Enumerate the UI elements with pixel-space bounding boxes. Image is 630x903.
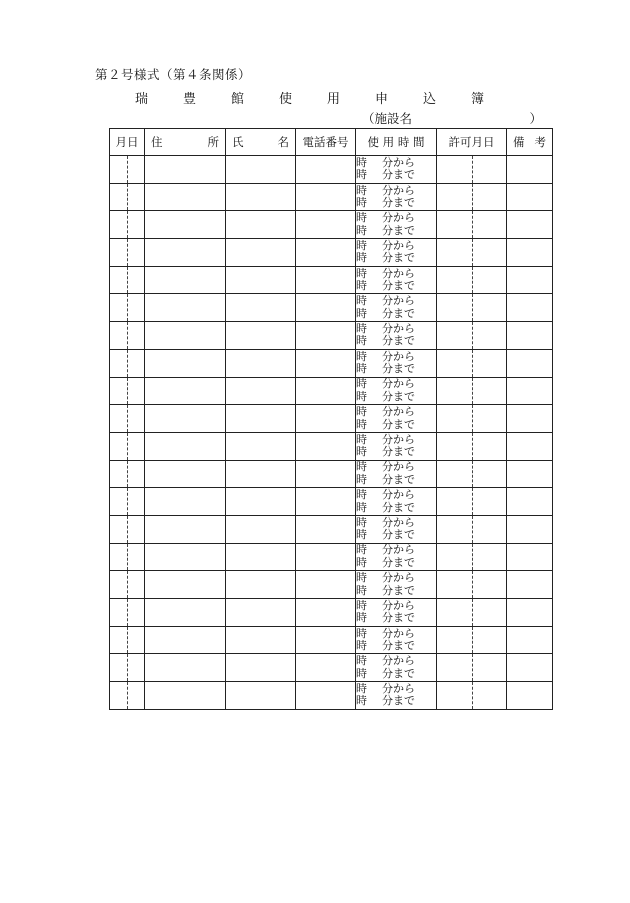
table-row: [110, 432, 553, 460]
time-to-line: 時 分まで: [356, 389, 415, 403]
name-cell[interactable]: [226, 405, 296, 433]
name-cell[interactable]: [226, 626, 296, 654]
usage-time-cell: [356, 239, 437, 267]
table-row: [110, 515, 553, 543]
name-cell[interactable]: [226, 654, 296, 682]
remarks-cell[interactable]: [507, 156, 553, 184]
month-day-cell[interactable]: [110, 543, 145, 571]
phone-cell[interactable]: [296, 432, 356, 460]
month-day-cell[interactable]: [110, 156, 145, 184]
phone-cell[interactable]: [296, 156, 356, 184]
name-cell[interactable]: [226, 266, 296, 294]
phone-cell[interactable]: [296, 349, 356, 377]
remarks-cell[interactable]: [507, 377, 553, 405]
address-cell[interactable]: [145, 349, 226, 377]
remarks-cell[interactable]: [507, 460, 553, 488]
usage-time-cell: [356, 377, 437, 405]
address-cell[interactable]: [145, 266, 226, 294]
address-cell[interactable]: [145, 543, 226, 571]
month-day-cell[interactable]: [110, 266, 145, 294]
permit-date-cell[interactable]: [437, 377, 507, 405]
phone-cell[interactable]: [296, 543, 356, 571]
time-from-line: 時 分から: [356, 183, 415, 197]
time-from-line: 時 分から: [356, 155, 415, 169]
usage-time-cell: [356, 488, 437, 516]
month-day-cell[interactable]: [110, 183, 145, 211]
time-from-line: 時 分から: [356, 211, 415, 225]
name-cell[interactable]: [226, 211, 296, 239]
time-to-line: 時 分まで: [356, 639, 415, 653]
phone-cell[interactable]: [296, 239, 356, 267]
header-permit-date: 許可月日: [437, 129, 507, 156]
table-row: [110, 322, 553, 350]
time-from-line: 時 分から: [356, 571, 415, 585]
address-cell[interactable]: [145, 156, 226, 184]
month-day-cell[interactable]: [110, 626, 145, 654]
phone-cell[interactable]: [296, 377, 356, 405]
phone-cell[interactable]: [296, 488, 356, 516]
time-from-line: 時 分から: [356, 598, 415, 612]
name-cell[interactable]: [226, 543, 296, 571]
phone-cell[interactable]: [296, 183, 356, 211]
permit-date-cell[interactable]: [437, 654, 507, 682]
time-from-line: 時 分から: [356, 654, 415, 668]
usage-time-cell: [356, 183, 437, 211]
remarks-cell[interactable]: [507, 543, 553, 571]
remarks-cell[interactable]: [507, 488, 553, 516]
permit-date-cell[interactable]: [437, 599, 507, 627]
permit-date-cell[interactable]: [437, 156, 507, 184]
header-row: [110, 129, 553, 156]
table-row: [110, 156, 553, 184]
permit-date-cell[interactable]: [437, 626, 507, 654]
address-cell[interactable]: [145, 405, 226, 433]
header-month-day: 月日: [110, 129, 145, 156]
permit-date-cell[interactable]: [437, 183, 507, 211]
table-row: [110, 239, 553, 267]
time-from-line: 時 分から: [356, 266, 415, 280]
time-to-line: 時 分まで: [356, 445, 415, 459]
address-cell[interactable]: [145, 682, 226, 710]
facility-name-label: （施設名: [362, 111, 413, 126]
name-cell[interactable]: [226, 377, 296, 405]
address-cell[interactable]: [145, 183, 226, 211]
permit-date-cell[interactable]: [437, 460, 507, 488]
usage-time-cell: [356, 543, 437, 571]
time-to-line: 時 分まで: [356, 251, 415, 265]
permit-date-cell[interactable]: [437, 211, 507, 239]
usage-time-cell: [356, 460, 437, 488]
time-from-line: 時 分から: [356, 681, 415, 695]
address-cell[interactable]: [145, 488, 226, 516]
table-row: [110, 377, 553, 405]
facility-name-close: ）: [529, 111, 542, 126]
name-cell[interactable]: [226, 239, 296, 267]
remarks-cell[interactable]: [507, 349, 553, 377]
month-day-cell[interactable]: [110, 599, 145, 627]
time-to-line: 時 分まで: [356, 500, 415, 514]
month-day-cell[interactable]: [110, 294, 145, 322]
phone-cell[interactable]: [296, 211, 356, 239]
usage-time-cell: [356, 211, 437, 239]
table-row: [110, 543, 553, 571]
address-cell[interactable]: [145, 515, 226, 543]
time-from-line: 時 分から: [356, 349, 415, 363]
remarks-cell[interactable]: [507, 322, 553, 350]
usage-time-cell: [356, 626, 437, 654]
header-phone: 電話番号: [296, 129, 356, 156]
permit-date-cell[interactable]: [437, 432, 507, 460]
month-day-cell[interactable]: [110, 515, 145, 543]
name-cell[interactable]: [226, 322, 296, 350]
table-row: [110, 626, 553, 654]
name-cell[interactable]: [226, 432, 296, 460]
phone-cell[interactable]: [296, 405, 356, 433]
phone-cell[interactable]: [296, 571, 356, 599]
usage-time-cell: [356, 432, 437, 460]
remarks-cell[interactable]: [507, 571, 553, 599]
address-cell[interactable]: [145, 599, 226, 627]
header-remarks: 備 考: [507, 129, 553, 156]
month-day-cell[interactable]: [110, 682, 145, 710]
name-cell[interactable]: [226, 571, 296, 599]
address-cell[interactable]: [145, 322, 226, 350]
month-day-cell[interactable]: [110, 654, 145, 682]
permit-date-cell[interactable]: [437, 682, 507, 710]
time-from-line: 時 分から: [356, 488, 415, 502]
phone-cell[interactable]: [296, 599, 356, 627]
month-day-cell[interactable]: [110, 239, 145, 267]
table-row: [110, 460, 553, 488]
phone-cell[interactable]: [296, 266, 356, 294]
remarks-cell[interactable]: [507, 211, 553, 239]
address-cell[interactable]: [145, 211, 226, 239]
table-row: [110, 682, 553, 710]
address-cell[interactable]: [145, 460, 226, 488]
time-to-line: 時 分まで: [356, 583, 415, 597]
address-cell[interactable]: [145, 377, 226, 405]
permit-date-cell[interactable]: [437, 515, 507, 543]
month-day-cell[interactable]: [110, 571, 145, 599]
month-day-cell[interactable]: [110, 349, 145, 377]
time-to-line: 時 分まで: [356, 306, 415, 320]
usage-time-cell: [356, 654, 437, 682]
table-row: [110, 183, 553, 211]
address-cell[interactable]: [145, 239, 226, 267]
usage-time-cell: [356, 405, 437, 433]
permit-date-cell[interactable]: [437, 488, 507, 516]
usage-time-cell: [356, 682, 437, 710]
usage-time-cell: [356, 571, 437, 599]
remarks-cell[interactable]: [507, 239, 553, 267]
register-table: [109, 128, 553, 710]
month-day-cell[interactable]: [110, 432, 145, 460]
remarks-cell[interactable]: [507, 294, 553, 322]
permit-date-cell[interactable]: [437, 322, 507, 350]
name-cell[interactable]: [226, 294, 296, 322]
time-from-line: 時 分から: [356, 405, 415, 419]
time-to-line: 時 分まで: [356, 417, 415, 431]
phone-cell[interactable]: [296, 294, 356, 322]
time-to-line: 時 分まで: [356, 666, 415, 680]
month-day-cell[interactable]: [110, 488, 145, 516]
time-to-line: 時 分まで: [356, 334, 415, 348]
remarks-cell[interactable]: [507, 515, 553, 543]
usage-time-cell: [356, 599, 437, 627]
time-to-line: 時 分まで: [356, 611, 415, 625]
name-cell[interactable]: [226, 460, 296, 488]
time-to-line: 時 分まで: [356, 279, 415, 293]
month-day-cell[interactable]: [110, 211, 145, 239]
time-to-line: 時 分まで: [356, 223, 415, 237]
name-cell[interactable]: [226, 599, 296, 627]
header-address: 住 所: [145, 129, 226, 156]
table-row: [110, 405, 553, 433]
address-cell[interactable]: [145, 294, 226, 322]
phone-cell[interactable]: [296, 626, 356, 654]
usage-time-cell: [356, 156, 437, 184]
remarks-cell[interactable]: [507, 405, 553, 433]
permit-date-cell[interactable]: [437, 571, 507, 599]
permit-date-cell[interactable]: [437, 405, 507, 433]
table-row: [110, 211, 553, 239]
remarks-cell[interactable]: [507, 626, 553, 654]
phone-cell[interactable]: [296, 322, 356, 350]
name-cell[interactable]: [226, 349, 296, 377]
phone-cell[interactable]: [296, 460, 356, 488]
facility-name-line: [362, 109, 542, 127]
time-to-line: 時 分まで: [356, 196, 415, 210]
time-to-line: 時 分まで: [356, 362, 415, 376]
header-usage-time: 使 用 時 間: [356, 129, 437, 156]
time-from-line: 時 分から: [356, 238, 415, 252]
name-cell[interactable]: [226, 515, 296, 543]
address-cell[interactable]: [145, 626, 226, 654]
permit-date-cell[interactable]: [437, 543, 507, 571]
table-row: [110, 266, 553, 294]
header-name: 氏 名: [226, 129, 296, 156]
phone-cell[interactable]: [296, 515, 356, 543]
table-row: [110, 294, 553, 322]
time-from-line: 時 分から: [356, 321, 415, 335]
month-day-cell[interactable]: [110, 460, 145, 488]
month-day-cell[interactable]: [110, 322, 145, 350]
time-from-line: 時 分から: [356, 377, 415, 391]
time-from-line: 時 分から: [356, 432, 415, 446]
register-body: [110, 156, 553, 710]
permit-date-cell[interactable]: [437, 266, 507, 294]
month-day-cell[interactable]: [110, 405, 145, 433]
usage-time-cell: [356, 294, 437, 322]
permit-date-cell[interactable]: [437, 294, 507, 322]
form-number: 第２号様式（第４条関係）: [95, 67, 252, 82]
phone-cell[interactable]: [296, 682, 356, 710]
usage-time-cell: [356, 349, 437, 377]
name-cell[interactable]: [226, 488, 296, 516]
time-to-line: 時 分まで: [356, 168, 415, 182]
remarks-cell[interactable]: [507, 599, 553, 627]
time-to-line: 時 分まで: [356, 472, 415, 486]
remarks-cell[interactable]: [507, 654, 553, 682]
address-cell[interactable]: [145, 654, 226, 682]
time-to-line: 時 分まで: [356, 555, 415, 569]
usage-time-cell: [356, 266, 437, 294]
time-to-line: 時 分まで: [356, 528, 415, 542]
table-row: [110, 349, 553, 377]
address-cell[interactable]: [145, 432, 226, 460]
usage-time-cell: [356, 322, 437, 350]
address-cell[interactable]: [145, 571, 226, 599]
remarks-cell[interactable]: [507, 183, 553, 211]
permit-date-cell[interactable]: [437, 239, 507, 267]
table-row: [110, 571, 553, 599]
table-row: [110, 654, 553, 682]
permit-date-cell[interactable]: [437, 349, 507, 377]
time-from-line: 時 分から: [356, 460, 415, 474]
remarks-cell[interactable]: [507, 432, 553, 460]
time-from-line: 時 分から: [356, 626, 415, 640]
table-row: [110, 599, 553, 627]
time-from-line: 時 分から: [356, 294, 415, 308]
time-from-line: 時 分から: [356, 543, 415, 557]
table-row: [110, 488, 553, 516]
name-cell[interactable]: [226, 156, 296, 184]
month-day-cell[interactable]: [110, 377, 145, 405]
phone-cell[interactable]: [296, 654, 356, 682]
remarks-cell[interactable]: [507, 266, 553, 294]
time-to-line: 時 分まで: [356, 694, 415, 708]
name-cell[interactable]: [226, 682, 296, 710]
name-cell[interactable]: [226, 183, 296, 211]
document-title: 瑞 豊 館 使 用 申 込 簿: [134, 92, 495, 107]
time-from-line: 時 分から: [356, 515, 415, 529]
usage-time-cell: [356, 515, 437, 543]
remarks-cell[interactable]: [507, 682, 553, 710]
